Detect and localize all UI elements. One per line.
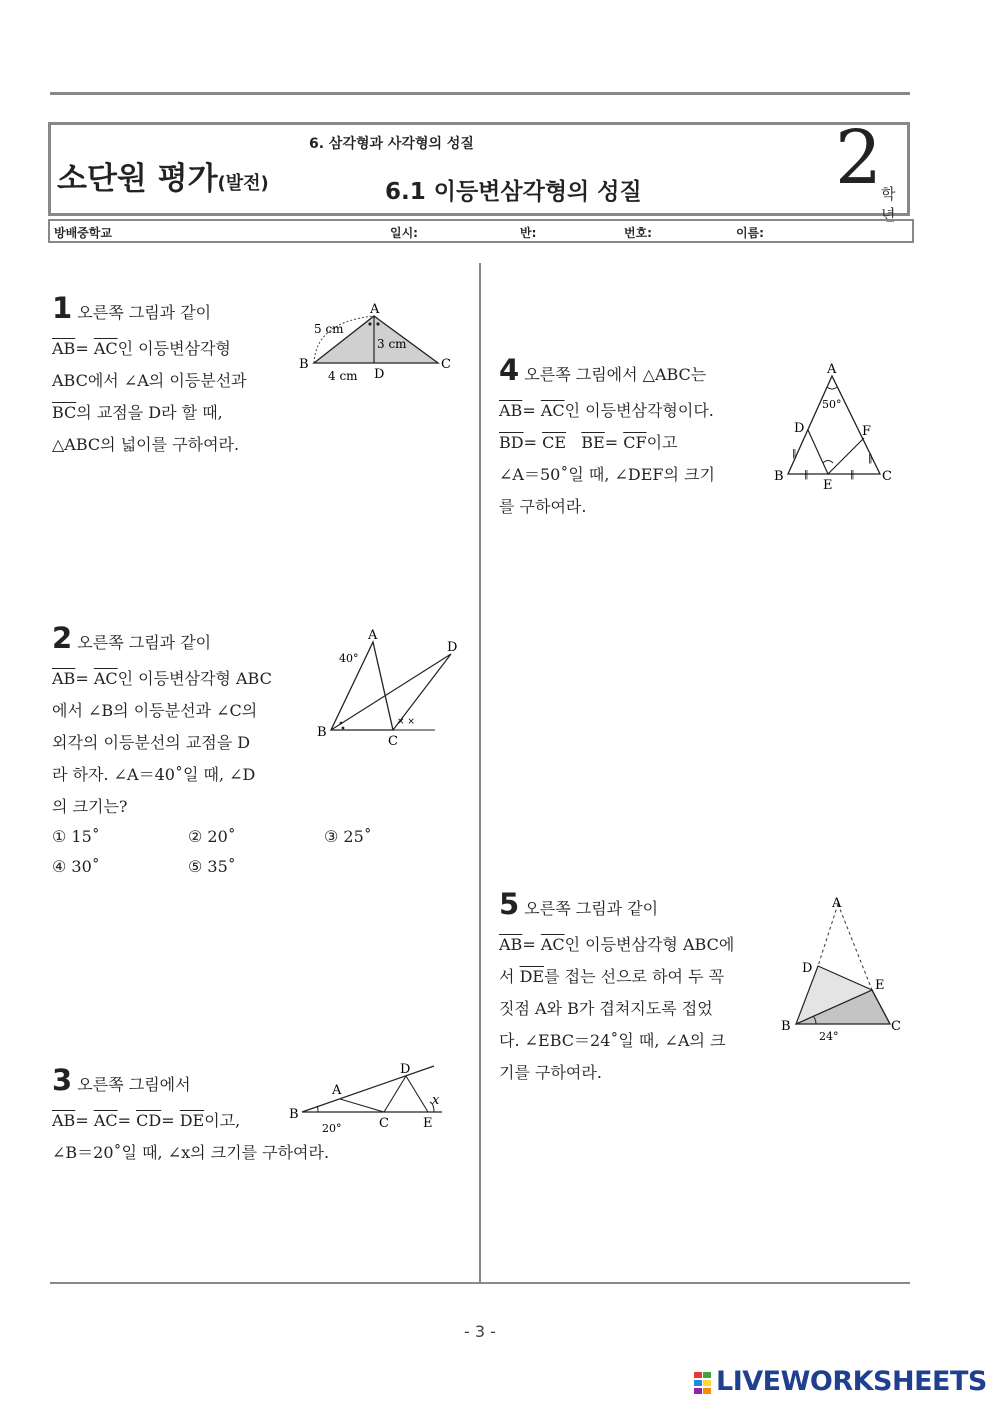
q1-label-b: B bbox=[299, 357, 309, 372]
q1-line3 bbox=[52, 397, 312, 429]
q4-number: 4 bbox=[499, 353, 520, 387]
q1-seg-bc: $\overline{BC}$ bbox=[52, 403, 77, 422]
q5-label-a: A bbox=[832, 896, 842, 911]
q4-seg-ab: $\overline{AB}$ bbox=[499, 401, 523, 420]
q4-label-b: B bbox=[774, 469, 784, 484]
q1-seg-ab: $\overline{AB}$ bbox=[52, 339, 76, 358]
q1-number: 1 bbox=[52, 291, 73, 325]
q3-seg-ab: $\overline{AB}$ bbox=[52, 1111, 76, 1130]
q1-line1-rest: 인 이등변삼각형 bbox=[117, 339, 231, 358]
q1-len-ad: 3 cm bbox=[377, 337, 407, 351]
q4-angle-a-arc bbox=[827, 387, 837, 389]
q3-label-c: C bbox=[379, 1116, 389, 1131]
q3-line1-rest: 이고, bbox=[204, 1111, 241, 1130]
q2-label-b: B bbox=[317, 725, 327, 740]
page-number: - 3 - bbox=[464, 1322, 496, 1341]
q4-label-a: A bbox=[827, 362, 837, 377]
q1-lead-line bbox=[52, 292, 312, 329]
q2-choice-3[interactable]: ③ 25˚ bbox=[324, 827, 372, 846]
page-title bbox=[57, 153, 269, 198]
q2-line1: $\overline{AB}= \overline{AC}$인 이등변삼각형 ABC bbox=[52, 669, 272, 688]
q4-tick-be: ‖ bbox=[804, 470, 809, 480]
q2-mark-b2 bbox=[342, 727, 345, 730]
q1-label-d: D bbox=[374, 367, 385, 382]
q1-line3-rest: 의 교점을 D라 할 때, bbox=[76, 403, 223, 422]
q2-line4: 라 하자. ∠A＝40˚일 때, ∠D bbox=[52, 765, 256, 784]
q4-triangle-def bbox=[808, 430, 864, 474]
q2-angle-a: 40° bbox=[339, 652, 359, 665]
q4-label-c: C bbox=[882, 469, 892, 484]
q1-line1: $\overline{AB}= \overline{AC}$인 이등변삼각형 bbox=[52, 339, 231, 358]
q2-line1-rest: 인 이등변삼각형 ABC bbox=[117, 669, 272, 688]
q4-tick-ec: ‖ bbox=[850, 470, 855, 480]
q4-seg-ac: $\overline{AC}$ bbox=[540, 401, 565, 420]
q5-line4: 다. ∠EBC＝24˚일 때, ∠A의 크 bbox=[499, 1031, 726, 1050]
q5-lead-line bbox=[499, 888, 781, 925]
q5-line1: $\overline{AB}= \overline{AC}$인 이등변삼각형 ABC에 bbox=[499, 935, 735, 954]
q2-figure bbox=[313, 624, 473, 754]
q1-seg-ac: $\overline{AC}$ bbox=[93, 339, 118, 358]
q2-seg-ac: $\overline{AC}$ bbox=[93, 669, 118, 688]
q2-label-d: D bbox=[447, 640, 458, 655]
q4-line2-rest: 이고 bbox=[646, 433, 678, 452]
q2-choice-1[interactable]: ① 15˚ bbox=[52, 827, 100, 846]
q4-lead-line bbox=[499, 354, 769, 391]
q4-seg-be: $\overline{BE}$ bbox=[581, 433, 605, 452]
q5-figure bbox=[778, 892, 908, 1052]
q4-line4: 를 구하여라. bbox=[499, 497, 587, 516]
q3-label-e: E bbox=[423, 1116, 433, 1131]
q1-angle-dot-2 bbox=[376, 322, 379, 325]
q1-lead: 오른쪽 그림과 같이 bbox=[77, 303, 212, 322]
q5-line5: 기를 구하여라. bbox=[499, 1063, 602, 1082]
q4-lead: 오른쪽 그림에서 △ABC는 bbox=[524, 365, 707, 384]
school-name: 방배중학교 bbox=[54, 226, 112, 240]
column-divider bbox=[479, 263, 481, 1283]
chapter-title: 6. 삼각형과 사각형의 성질 bbox=[309, 136, 474, 152]
q4-angle-a: 50° bbox=[822, 398, 842, 411]
q1-body bbox=[52, 333, 312, 461]
logo-icon bbox=[694, 1372, 712, 1394]
q2-choice-2[interactable]: ② 20˚ bbox=[188, 827, 236, 846]
q2-lead: 오른쪽 그림과 같이 bbox=[77, 633, 212, 652]
q4-label-e: E bbox=[823, 478, 833, 492]
liveworksheets-logo[interactable] bbox=[694, 1368, 990, 1398]
q2-line5: 의 크기는? bbox=[52, 797, 128, 816]
q4-label-d: D bbox=[794, 421, 805, 436]
header-box bbox=[48, 115, 910, 224]
section-title: 6.1 이등변삼각형의 성질 bbox=[385, 179, 642, 205]
q4-tick-bd: ‖ bbox=[792, 449, 797, 459]
q5-label-d: D bbox=[802, 961, 813, 976]
q2-lead-line bbox=[52, 622, 312, 659]
q2-mark-c: × × bbox=[397, 717, 415, 727]
grade-label: 학년 bbox=[881, 185, 896, 224]
q5-dash-ad bbox=[818, 904, 838, 966]
q3-angle-x: x bbox=[432, 1093, 440, 1108]
q2-line2: 에서 ∠B의 이등분선과 ∠C의 bbox=[52, 701, 258, 720]
q3-lead: 오른쪽 그림에서 bbox=[77, 1075, 191, 1094]
q3-seg-ac: $\overline{AC}$ bbox=[93, 1111, 118, 1130]
q3-line2: ∠B＝20˚일 때, ∠x의 크기를 구하여라. bbox=[52, 1143, 330, 1162]
q3-label-d: D bbox=[400, 1062, 411, 1077]
q5-angle-b: 24° bbox=[819, 1030, 839, 1043]
q4-seg-cf: $\overline{CF}$ bbox=[623, 433, 647, 452]
q4-line3: ∠A＝50˚일 때, ∠DEF의 크기 bbox=[499, 465, 715, 484]
q5-line3: 짓점 A와 B가 겹쳐지도록 접었 bbox=[499, 999, 713, 1018]
number-field: 번호: bbox=[624, 226, 652, 240]
bottom-rule bbox=[50, 1282, 910, 1284]
q3-seg-ac-line bbox=[340, 1099, 384, 1112]
q5-line2 bbox=[499, 961, 781, 993]
question-1 bbox=[52, 292, 312, 461]
q5-lead: 오른쪽 그림과 같이 bbox=[524, 899, 659, 918]
question-2 bbox=[52, 622, 312, 823]
q2-body bbox=[52, 663, 312, 823]
date-field: 일시: bbox=[390, 226, 418, 240]
q1-len-ab: 5 cm bbox=[314, 322, 344, 336]
q1-line4: △ABC의 넓이를 구하여라. bbox=[52, 435, 240, 454]
q4-seg-bd: $\overline{BD}$ bbox=[499, 433, 524, 452]
q3-angle-b-arc bbox=[317, 1106, 318, 1112]
q5-line2-pre: 서 bbox=[499, 967, 515, 986]
q4-angle-e-arc bbox=[823, 461, 833, 464]
q4-figure bbox=[770, 358, 900, 492]
q3-number: 3 bbox=[52, 1063, 73, 1097]
q2-choice-5[interactable]: ⑤ 35˚ bbox=[188, 857, 236, 876]
q4-body bbox=[499, 395, 769, 523]
q2-label-c: C bbox=[388, 734, 398, 749]
q5-seg-ac: $\overline{AC}$ bbox=[540, 935, 565, 954]
q5-line2-rest: 를 접는 선으로 하여 두 꼭 bbox=[544, 967, 725, 986]
name-field: 이름: bbox=[736, 226, 764, 240]
q3-figure bbox=[284, 1056, 454, 1138]
q2-seg-ab: $\overline{AB}$ bbox=[52, 669, 76, 688]
class-field: 반: bbox=[520, 226, 537, 240]
q1-len-bd: 4 cm bbox=[328, 369, 358, 383]
info-bar bbox=[48, 219, 914, 243]
logo-text: LIVEWORKSHEETS bbox=[716, 1366, 987, 1397]
q2-choice-4[interactable]: ④ 30˚ bbox=[52, 857, 100, 876]
q4-line1: $\overline{AB}= \overline{AC}$인 이등변삼각형이다. bbox=[499, 401, 714, 420]
q5-line1-rest: 인 이등변삼각형 ABC에 bbox=[564, 935, 735, 954]
title-text: 소단원 평가 bbox=[57, 161, 218, 197]
q3-line1: $\overline{AB}= \overline{AC}= \overline{CD}= \overline{DE}$이고, bbox=[52, 1111, 241, 1130]
q4-label-f: F bbox=[862, 424, 872, 439]
top-rule bbox=[50, 92, 910, 95]
q4-seg-ce: $\overline{CE}$ bbox=[542, 433, 567, 452]
q1-line2: ABC에서 ∠A의 이등분선과 bbox=[52, 371, 247, 390]
q1-label-a: A bbox=[370, 302, 380, 317]
question-5 bbox=[499, 888, 781, 1089]
title-suffix: (발전) bbox=[217, 173, 269, 194]
q3-seg-de: $\overline{DE}$ bbox=[179, 1111, 205, 1130]
q1-figure bbox=[296, 300, 456, 385]
q5-seg-de: $\overline{DE}$ bbox=[519, 967, 545, 986]
q5-number: 5 bbox=[499, 887, 520, 921]
q1-label-c: C bbox=[441, 357, 451, 372]
q3-seg-cd-line bbox=[384, 1076, 406, 1112]
q4-line1-rest: 인 이등변삼각형이다. bbox=[564, 401, 714, 420]
q2-choices bbox=[52, 821, 412, 885]
q5-label-c: C bbox=[891, 1019, 901, 1034]
q1-angle-dot-1 bbox=[368, 322, 371, 325]
question-4 bbox=[499, 354, 769, 523]
q5-body bbox=[499, 929, 781, 1089]
q4-tick-cf: ‖ bbox=[868, 454, 873, 464]
q2-line3: 외각의 이등분선의 교점을 D bbox=[52, 733, 251, 752]
q5-seg-ab: $\overline{AB}$ bbox=[499, 935, 523, 954]
q2-mark-b1 bbox=[340, 722, 343, 725]
q2-number: 2 bbox=[52, 621, 73, 655]
q3-angle-b: 20° bbox=[322, 1122, 342, 1135]
grade-number: 2 bbox=[835, 115, 883, 201]
q3-seg-de-line bbox=[406, 1076, 428, 1112]
q2-label-a: A bbox=[368, 628, 378, 643]
q3-label-a: A bbox=[332, 1083, 342, 1098]
q3-seg-cd: $\overline{CD}$ bbox=[136, 1111, 162, 1130]
q3-label-b: B bbox=[289, 1107, 299, 1122]
q4-line2: $\overline{BD}= \overline{CE}$ $\overline{BE}= \overline{CF}$이고 bbox=[499, 433, 678, 452]
q5-label-b: B bbox=[781, 1019, 791, 1034]
q5-label-e: E bbox=[875, 978, 885, 993]
